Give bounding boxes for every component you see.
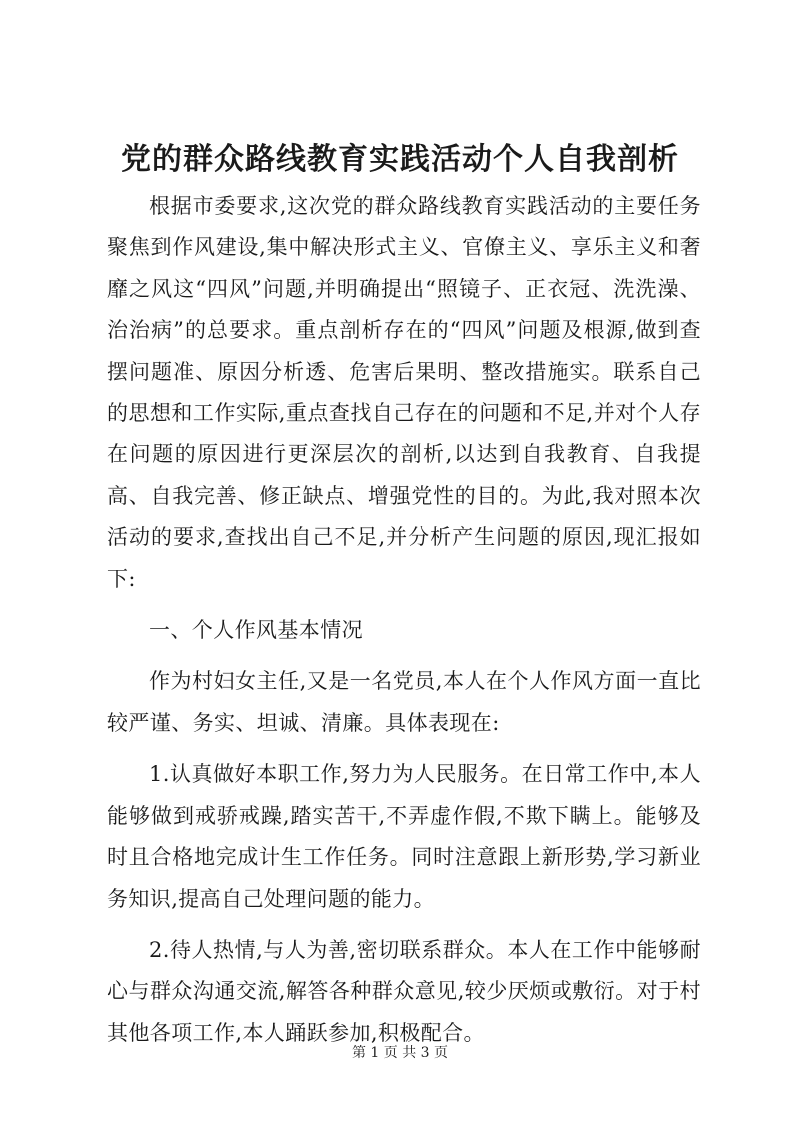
section-heading: 一、个人作风基本情况 bbox=[149, 618, 363, 643]
document-title: 党的群众路线教育实践活动个人自我剖析 bbox=[121, 142, 679, 177]
paragraph-item-2: 2.待人热情,与人为善,密切联系群众。本人在工作中能够耐心与群众沟通交流,解答各种群众意见,较少厌烦或敷衍。对于村其他各项工作,本人踊跃参加,积极配合。 bbox=[107, 937, 701, 1045]
page-number-label: 第 1 页 共 3 页 bbox=[351, 1045, 449, 1061]
paragraph-item-1: 1.认真做好本职工作,努力为人民服务。在日常工作中,本人能够做到戒骄戒躁,踏实苦干,不弄虚作假,不欺下瞒上。能够及时且合格地完成计生工作任务。同时注意跟上新形势,学习新业务知识,提高自己处理问题的能力。 bbox=[107, 762, 701, 911]
page-footer bbox=[0, 1043, 800, 1063]
document-body bbox=[107, 186, 701, 1054]
paragraph-overview: 作为村妇女主任,又是一名党员,本人在个人作风方面一直比较严谨、务实、坦诚、清廉。具体表现在: bbox=[107, 669, 701, 735]
paragraph-intro: 根据市委要求,这次党的群众路线教育实践活动的主要任务聚焦到作风建设,集中解决形式主义、官僚主义、享乐主义和奢靡之风这“四风”问题,并明确提出“照镜子、正衣冠、洗洗澡、治治病”的总要求。重点剖析存在的“四风”问题及根源,做到查摆问题准、原因分析透、危害后果明、整改措施实。联系自己的思想和工作实际,重点查找自己存在的问题和不足,并对个人存在问题的原因进行更深层次的剖析,以达到自我教育、自我提高、自我完善、修正缺点、增强党性的目的。为此,我对照本次活动的要求,查找出自己不足,并分析产生问题的原因,现汇报如下: bbox=[107, 194, 701, 591]
